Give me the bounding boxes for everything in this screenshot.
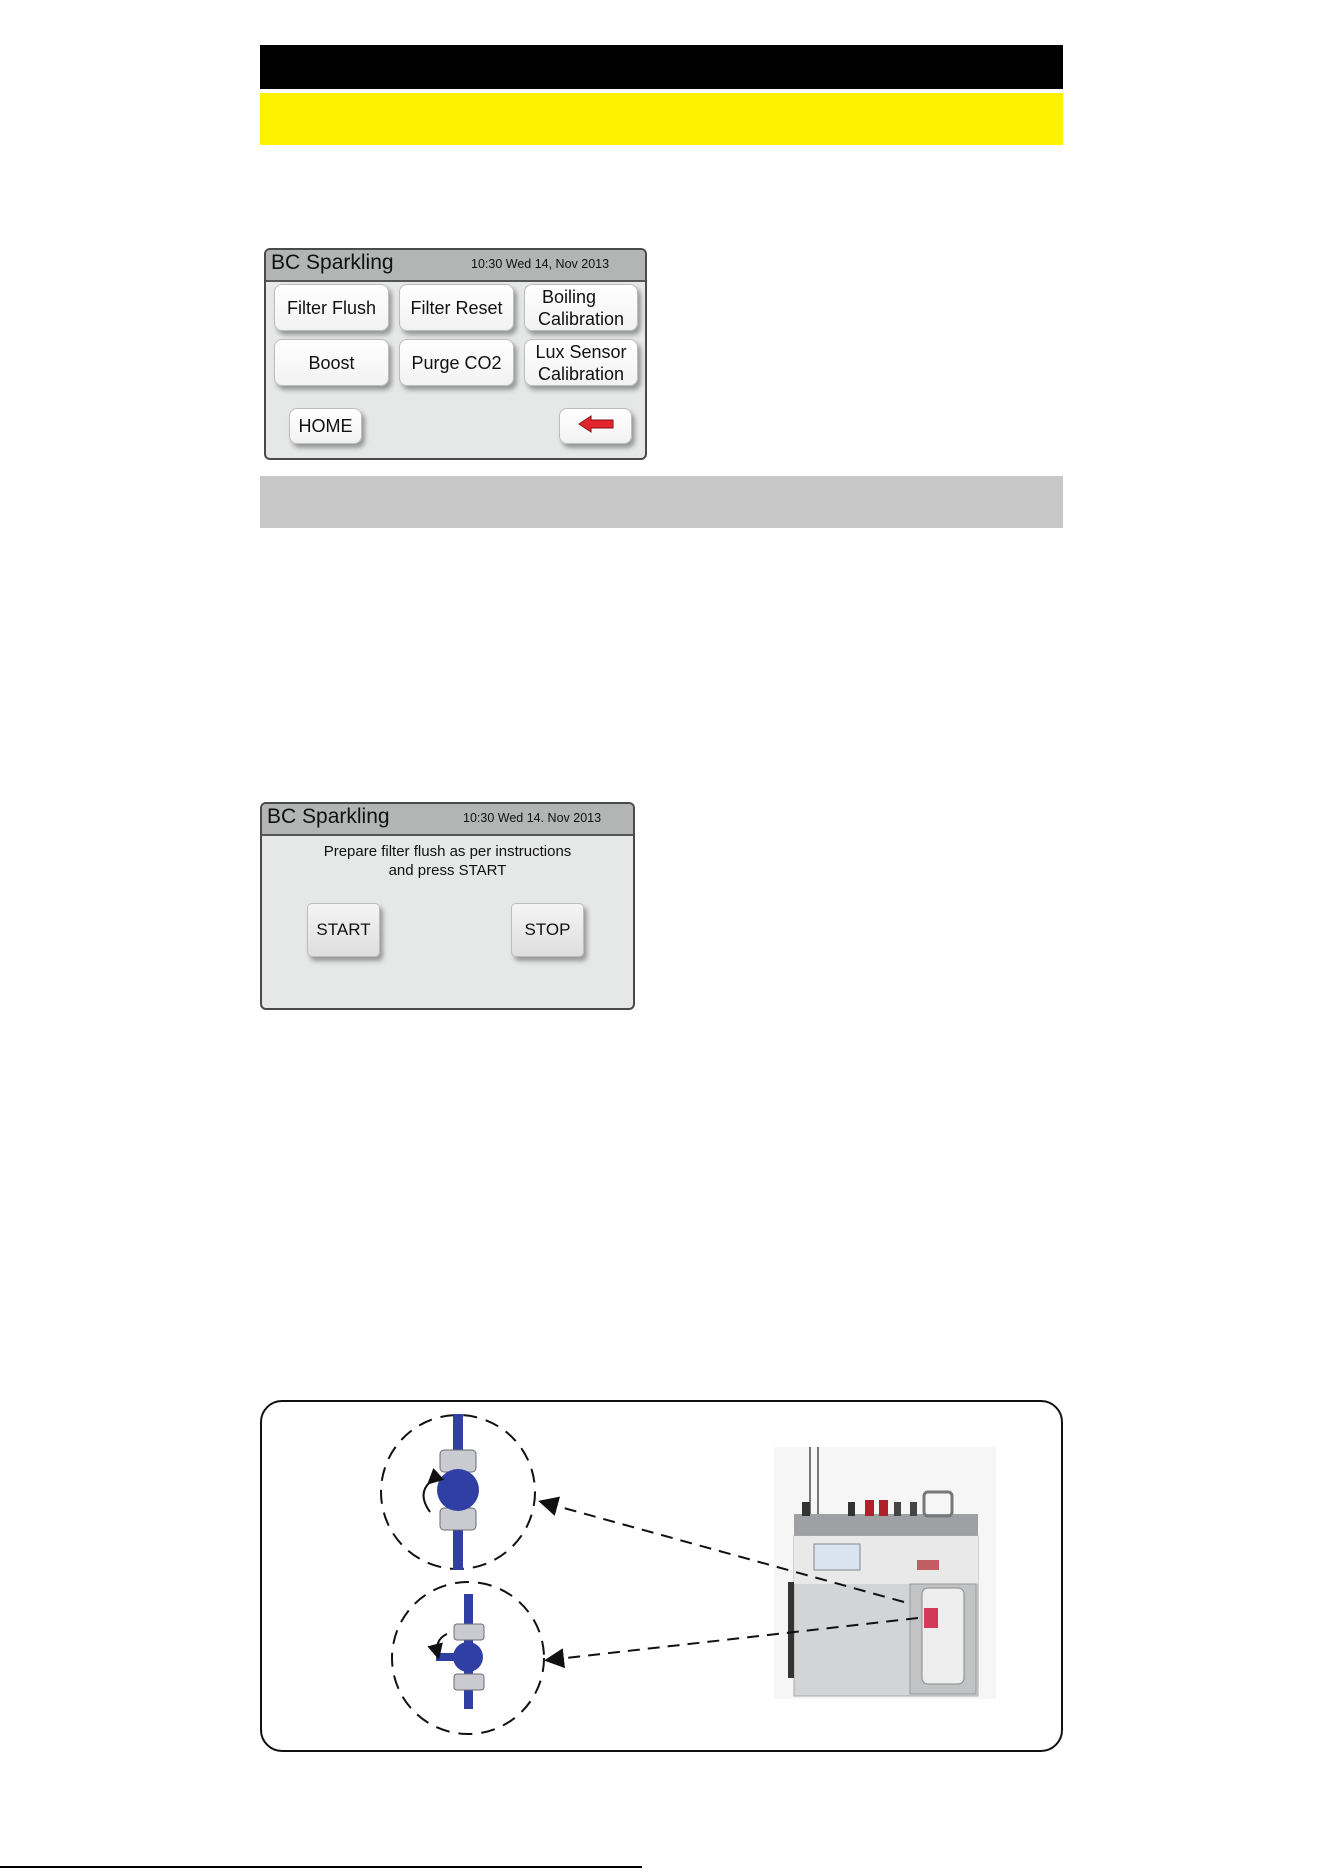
- home-button[interactable]: [289, 408, 362, 444]
- purge-co2-label: Purge CO2: [411, 352, 502, 373]
- valve-illustration-frame: [260, 1400, 1063, 1752]
- dispenser-unit-icon: [774, 1447, 996, 1699]
- filter-flush-screen: [260, 802, 635, 1010]
- filter-reset-label: Filter Reset: [410, 297, 503, 318]
- valve-closed-icon: [392, 1582, 544, 1734]
- service-menu-screen: [264, 248, 647, 460]
- boost-label: Boost: [308, 352, 355, 373]
- section-grey-band: [260, 476, 1063, 528]
- back-button[interactable]: [559, 408, 632, 444]
- filter-reset-button[interactable]: [399, 284, 514, 331]
- valve-open-icon: [381, 1414, 535, 1570]
- date-time: 10:30 Wed 14, Nov 2013: [471, 257, 610, 271]
- lux-sensor-calibration-button[interactable]: [524, 339, 638, 386]
- filter-flush-button[interactable]: [274, 284, 389, 331]
- boiling-calibration-button[interactable]: [524, 284, 638, 331]
- lux-label-line1: Lux Sensor: [535, 341, 627, 362]
- app-title: BC Sparkling: [267, 805, 390, 828]
- back-arrow-icon: [578, 415, 614, 438]
- purge-co2-button[interactable]: [399, 339, 514, 386]
- boiling-label-line1: Boiling: [541, 286, 597, 307]
- header-yellow-band: [260, 93, 1063, 145]
- start-label: START: [316, 920, 371, 939]
- filter-flush-label: Filter Flush: [286, 297, 376, 318]
- header-black-band: [260, 45, 1063, 89]
- lux-label-line2: Calibration: [537, 363, 625, 384]
- stop-button[interactable]: [511, 903, 584, 957]
- boiling-label-line2: Calibration: [537, 308, 625, 329]
- date-time: 10:30 Wed 14. Nov 2013: [463, 811, 602, 825]
- start-button[interactable]: [307, 903, 380, 957]
- boost-button[interactable]: [274, 339, 389, 386]
- valve-illustration: [262, 1402, 1061, 1750]
- stop-label: STOP: [524, 920, 571, 939]
- instruction-line-1: Prepare filter flush as per instructions: [323, 843, 572, 860]
- title-bar: [266, 250, 645, 282]
- title-bar: [262, 804, 633, 836]
- instruction-line-2: and press START: [388, 862, 507, 879]
- footer-rule: [0, 1866, 642, 1868]
- home-label: HOME: [298, 416, 353, 436]
- app-title: BC Sparkling: [271, 251, 394, 274]
